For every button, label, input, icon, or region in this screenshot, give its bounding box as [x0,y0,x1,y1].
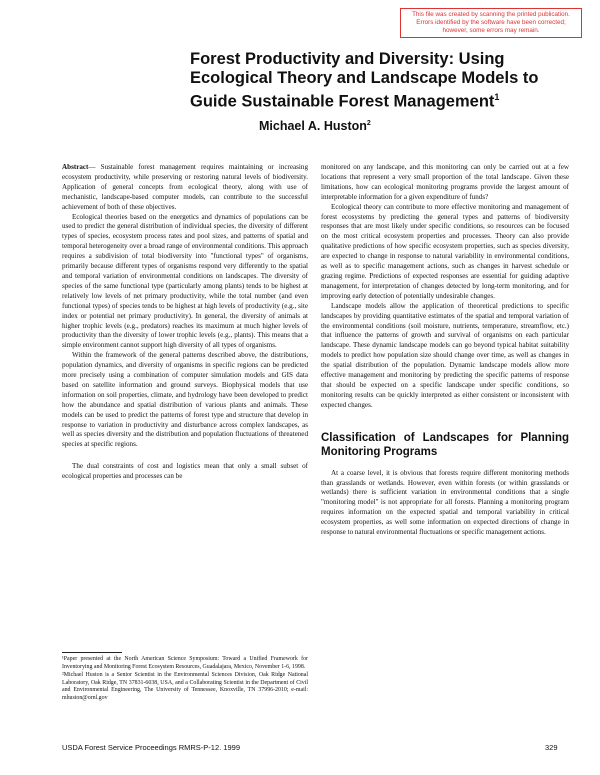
title-footnote-marker: 1 [494,92,500,102]
body-paragraph: Ecological theories based on the energetics and dynamics of populations can be used to predict the general distribution of individual species, the diversity of different types of species, ecosystem process rates and pool sizes, and patterns of spatial and temporal heterogeneity over a broad range of environmental conditions. This approach requires a subdivision of total biodiversity into "functional types" of organisms, primarily because different types of organisms respond very differently to the spatial and temporal variation of environmental conditions on landscapes. The diversity of species of the same functional type (particularly among plants) tends to be highest at relatively low levels of net primary productivity, while the total number (and even functional types) of species tends to be highest at high levels of productivity (e.g., site index or potential net primary productivity). In general, the diversity of animals at higher trophic levels (e.g., predators) reaches its maximum at much higher levels of productivity than the diversity of lower trophic levels (e.g., plants). This means that a simple environment cannot support high diversity of all types of organisms. [62,212,308,350]
body-paragraph: At a coarse level, it is obvious that forests require different monitoring methods than grasslands or wetlands. However, even within forests (or within grasslands or wetlands) there is sufficient variation in environmental conditions that a single "monitoring model" is not appropriate for all forests. Planning a monitoring program requires information on the expected spatial and temporal variability in critical ecosystem properties, as well some information on expected directions of change in response to natural environmental fluctuations or specific management actions. [321,468,569,537]
footnote-1: ¹Paper presented at the North American Science Symposium: Toward a Unified Framework for Inventorying and Monitoring Forest Ecosystem Resources, Guadalajara, Mexico, November 1-6, 1998. [62,656,308,670]
section-heading: Classification of Landscapes for Planning Monitoring Programs [321,431,569,458]
footer-journal: USDA Forest Service Proceedings RMRS-P-12. 1999 [62,743,240,752]
author-text: Michael A. Huston [259,119,367,133]
footer-page-number: 329 [545,743,558,752]
author-name [259,119,371,133]
right-column [321,163,569,538]
abstract-text: — Sustainable forest management requires maintaining or increasing ecosystem productivity, while preserving or restoring natural levels of biodiversity. Application of general concepts from ecological theory, along with use of mechanistic, landscape-based computer models, can contribute to the successful achievement of both of these objectives. [62,163,308,211]
abstract-paragraph [62,163,308,213]
body-paragraph: Within the framework of the general patterns described above, the distributions, population dynamics, and diversity of organisms in specific regions can be predicted more precisely using a combination of computer simulation models and GIS data based on satellite information and ground surveys. Biophysical models that use information on soil properties, climate, and hydrology have been developed to predict how the abundance and spatial distribution of various plants and animals. These models can be used to predict the patterns of forest type and structure that develop in response to variation in productivity and disturbance across complex landscapes, as well as species diversity and the distribution and population fluctuations of threatened species at specific regions. [62,351,308,449]
title-text: Forest Productivity and Diversity: Using Ecological Theory and Landscape Models to Guide Sustainable Forest Management [190,50,539,111]
body-paragraph: The dual constraints of cost and logistics mean that only a small subset of ecological properties and processes can be [62,462,308,481]
footnote-rule [62,652,122,653]
footnote-2: ²Michael Huston is a Senior Scientist in the Environmental Sciences Division, Oak Ridge National Laboratory, Oak Ridge, TN 37831-6038, USA, and a Collaborating Scientist in the Department of Civil and Environmental Engineering, The University of Tennessee, Knoxville, TN 37996-2010; e-mail: mhuston@ornl.gov [62,672,308,701]
body-paragraph: Ecological theory can contribute to more effective monitoring and management of forest ecosystems by predicting the general types and patterns of biodiversity responses that are most likely under specific conditions, so resources can be focused on the most critical ecosystem properties and processes. Theory can also provide qualitative predictions of how specific ecosystem properties, such as species diversity, are expected to change in response to natural variability in environmental conditions, as well as to specific management actions, such as changes in harvest schedule or grazing regime. Predictions of expected responses are essential for guiding adaptive management, for interpretation of changes detected by long-term monitoring, and for improving early detection of potentially undesirable changes. [321,202,569,300]
abstract-label: Abstract [62,163,89,171]
body-paragraph: Landscape models allow the application of theoretical predictions to specific landscapes by providing quantitative estimates of the spatial and temporal variation of the environmental conditions (soil moisture, nutrients, temperature, streamflow, etc.) that influence the patterns of growth and survival of organisms on each particular landscape. These dynamic landscape models can go beyond typical habitat suitability models to predict how population size should change over time, as well as changes in the spatial distribution of the population. Dynamic landscape models allow more effective management and monitoring by predicting the specific patterns of response that should be expected on a specific landscape under specific conditions, so monitoring results can be quickly interpreted as either consistent or inconsistent with expected changes. [321,301,569,409]
footnotes [62,656,308,704]
paper-title [190,50,580,112]
author-footnote-marker: 2 [366,119,371,127]
left-column [62,163,308,482]
body-paragraph: monitored on any landscape, and this monitoring can only be carried out at a few locations that represent a very small proportion of the total landscape. Given these limitations, how can ecological monitoring programs provide the largest amount of interpretable information for a given expenditure of funds? [321,163,569,201]
scan-notice: This file was created by scanning the printed publication. Errors identified by the software have been corrected; however, some errors may remain. [400,8,582,38]
